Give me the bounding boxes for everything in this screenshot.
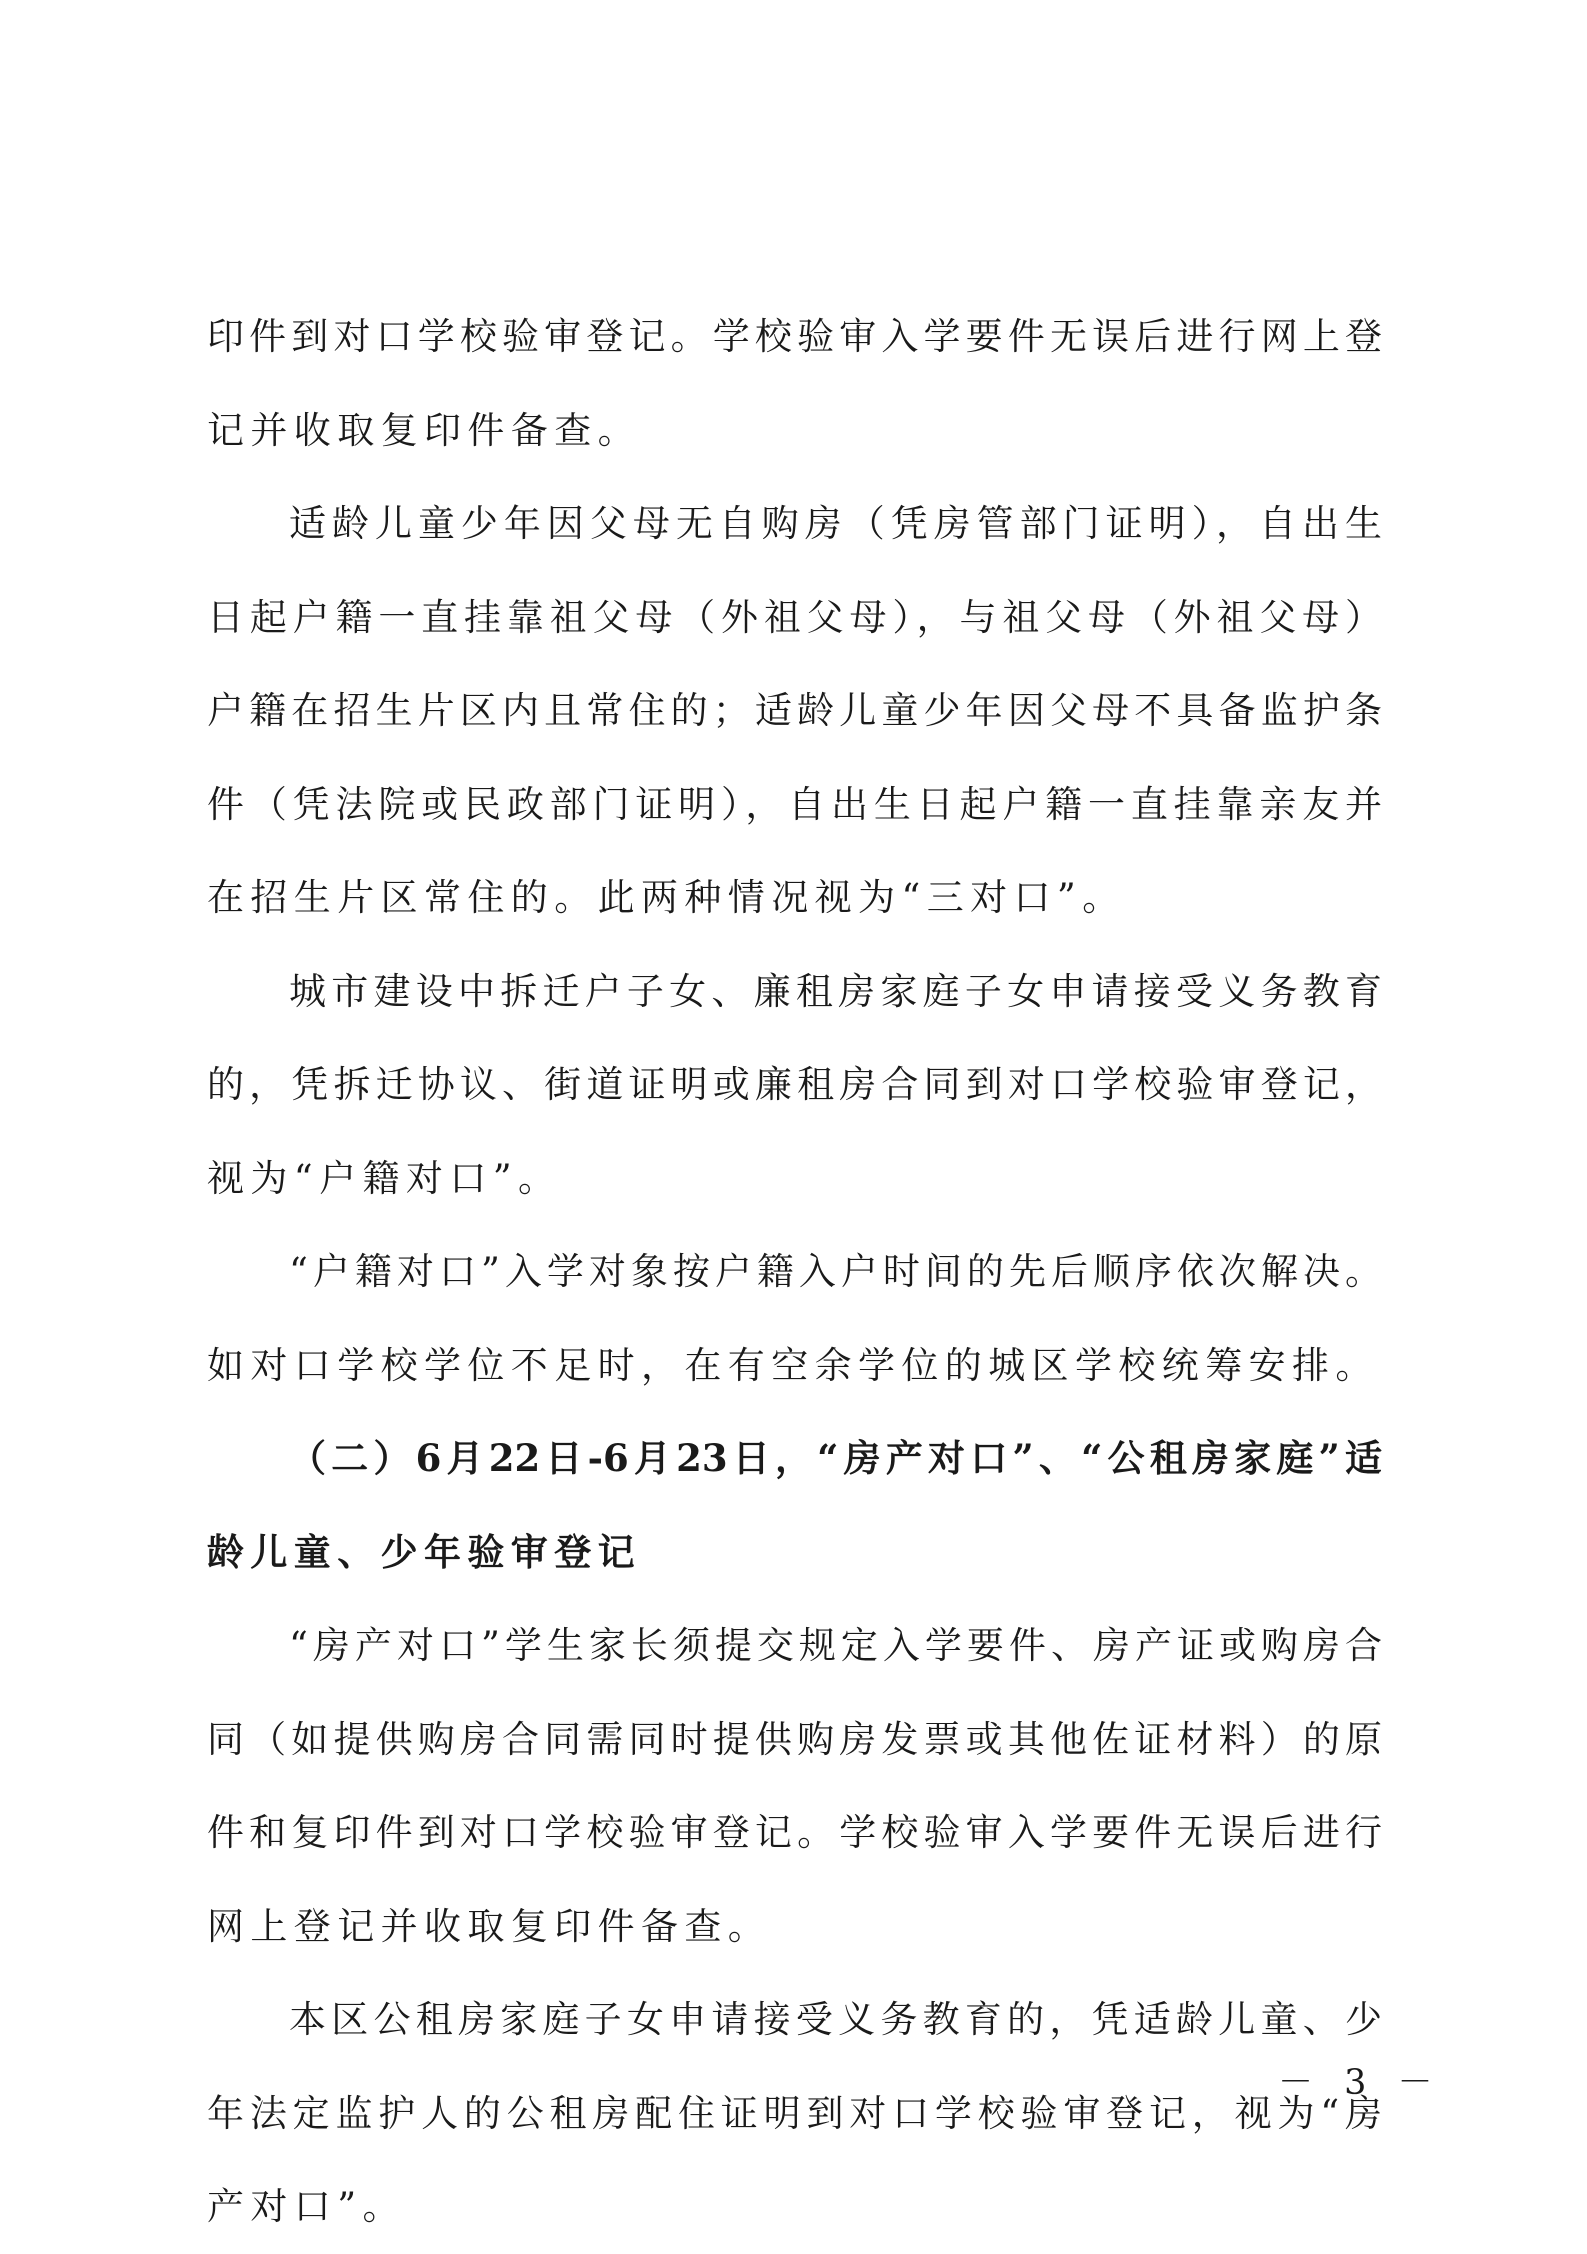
body-text-line: 年法定监护人的公租房配住证明到对口学校验审登记，视为“房 — [207, 2091, 1382, 2135]
body-text-line: 件（凭法院或民政部门证明），自出生日起户籍一直挂靠亲友并 — [207, 782, 1382, 826]
body-text-line: 产对口”。 — [207, 2185, 406, 2228]
paragraph-first-line: 本区公租房家庭子女申请接受义务教育的，凭适龄儿童、少 — [289, 1998, 1382, 2041]
body-text-line: 户籍在招生片区内且常住的；适龄儿童少年因父母不具备监护条 — [207, 689, 1382, 732]
body-text-line: 同（如提供购房合同需同时提供购房发票或其他佐证材料）的原 — [207, 1717, 1382, 1761]
document-body — [207, 290, 1382, 2254]
body-text-line: 的，凭拆迁协议、街道证明或廉租房合同到对口学校验审登记， — [207, 1063, 1382, 1106]
body-text-line: 印件到对口学校验审登记。学校验审入学要件无误后进行网上登 — [207, 315, 1382, 358]
paragraph-first-line: 城市建设中拆迁户子女、廉租房家庭子女申请接受义务教育 — [289, 969, 1382, 1013]
paragraph-first-line: “户籍对口”入学对象按户籍入户时间的先后顺序依次解决。 — [289, 1250, 1382, 1293]
body-text-line: 在招生片区常住的。此两种情况视为“三对口”。 — [207, 876, 1126, 919]
paragraph-first-line: “房产对口”学生家长须提交规定入学要件、房产证或购房合 — [289, 1624, 1382, 1667]
body-text-line: 如对口学校学位不足时，在有空余学位的城区学校统筹安排。 — [207, 1343, 1379, 1387]
section-heading: （二）6月22日-6月23日，“房产对口”、“公租房家庭”适 — [289, 1436, 1382, 1480]
body-text-line: 记并收取复印件备查。 — [207, 408, 641, 452]
section-heading-continued: 龄儿童、少年验审登记 — [207, 1529, 641, 1574]
paragraph-first-line: 适龄儿童少年因父母无自购房（凭房管部门证明），自出生 — [289, 502, 1382, 545]
body-text-line: 件和复印件到对口学校验审登记。学校验审入学要件无误后进行 — [207, 1811, 1382, 1854]
body-text-line: 视为“户籍对口”。 — [207, 1156, 562, 1200]
body-text-line: 日起户籍一直挂靠祖父母（外祖父母），与祖父母（外祖父母） — [207, 595, 1382, 639]
page-number: － 3 － — [1278, 2063, 1443, 2103]
body-text-line: 网上登记并收取复印件备查。 — [207, 1904, 772, 1948]
